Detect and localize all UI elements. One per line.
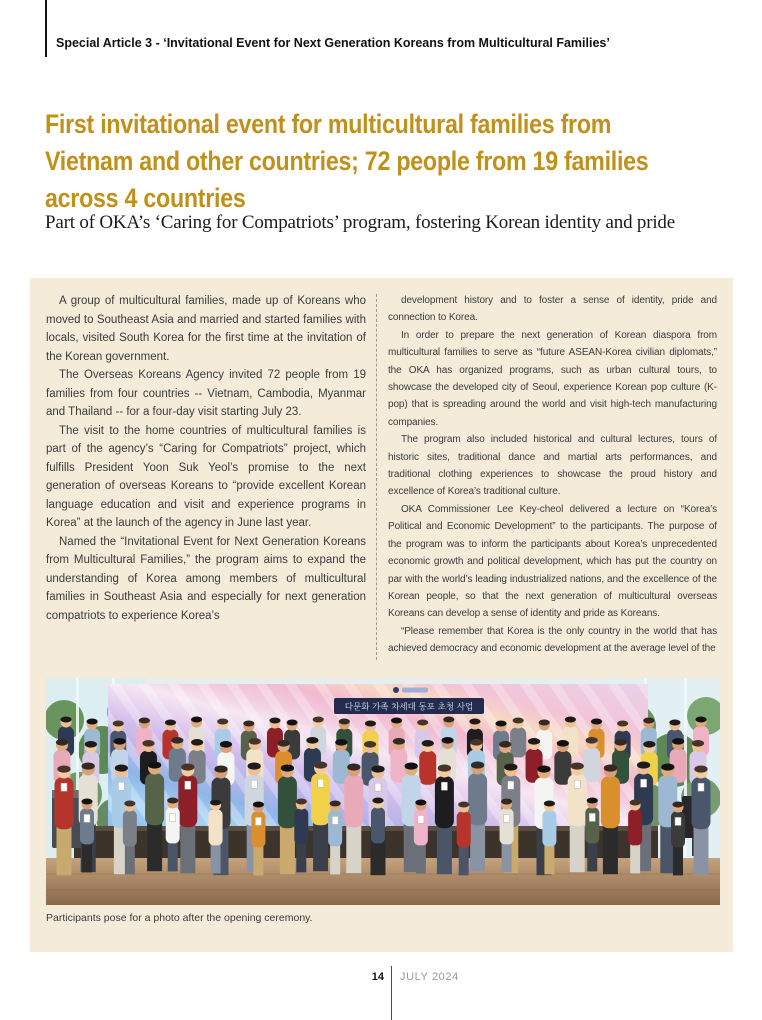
headline-line-2: Vietnam and other countries; 72 people from 19 families (45, 146, 649, 176)
event-banner (334, 698, 484, 714)
paragraph: The program also included historical and cultural lectures, tours of historic sites, traditional dance and martial arts performances, and traditional clothing experiences to showcase the proud history and excellence of Korea’s traditional culture. (388, 434, 717, 498)
issue-date: JULY 2024 (400, 971, 459, 983)
paragraph: OKA Commissioner Lee Key-cheol delivered a lecture on “Korea’s Political and Economic Development” to the participants. The purpose of the program was to inform the participants about Korea’s unprecedented economic growth and political development, which has put the country on par with the world’s leading industrialized nations, and the excellence of the Korean people, so that the next generation of multicultural overseas Koreans can develop a sense of identity and pride as Koreans. (388, 503, 717, 620)
kicker-rule (45, 0, 47, 57)
footer-rule (391, 966, 392, 1020)
paragraph: Named the “Invitational Event for Next Generation Koreans from Multicultural Families,” the program aims to expand the understanding of Korea among members of multicultural families in Southeast Asia and especially for next generation compatriots to experience Korea’s (46, 535, 366, 622)
column-divider (376, 294, 377, 660)
page-title (45, 106, 648, 217)
photo-caption: Participants pose for a photo after the opening ceremony. (46, 912, 313, 924)
paragraph: The visit to the home countries of multicultural families is part of the agency’s “Caring for Compatriots” project, which fulfills President Yoon Suk Yeol’s promise to the next generation of overseas Koreans to “provide excellent Korean language education and visit and experience programs in Korea” at the launch of the agency in June last year. (46, 424, 366, 529)
group-photo-illustration (46, 678, 720, 905)
event-banner-text: 다문화 가족 차세대 동포 초청 사업 (344, 702, 474, 713)
page-number: 14 (371, 971, 384, 983)
group-photo (46, 678, 720, 905)
article-panel (30, 278, 733, 952)
article-column-left (46, 292, 366, 625)
paragraph: development history and to foster a sense of identity, pride and connection to Korea. (388, 295, 717, 324)
paragraph: The Overseas Koreans Agency invited 72 people from 19 families from four countries -- Vietnam, Cambodia, Myanmar and Thailand -- for a four-day visit starting July 23. (46, 369, 366, 418)
headline-line-1: First invitational event for multicultural families from (45, 109, 612, 139)
paragraph: A group of multicultural families, made up of Koreans who moved to Southeast Asia and married and started families with locals, visited South Korea for the first time at the invitation of the Korean government. (46, 295, 366, 363)
article-column-right (388, 292, 717, 658)
article-columns (46, 292, 717, 664)
kicker: Special Article 3 - ‘Invitational Event for Next Generation Koreans from Multicultural Families’ (56, 36, 610, 50)
subtitle: Part of OKA’s ‘Caring for Compatriots’ program, fostering Korean identity and pride (45, 212, 675, 233)
paragraph: “Please remember that Korea is the only country in the world that has achieved democracy and economic development at the average level of the (388, 625, 717, 655)
paragraph: In order to prepare the next generation of Korean diaspora from multicultural families to serve as “future ASEAN-Korea civilian diplomats,” the OKA has organized programs, such as urban cultural tours, to showcase the developed city of Seoul, experience Korean pop culture (K-pop) that is spreading around the world and visit high-tech manufacturing companies. (388, 329, 717, 428)
headline-line-3: across 4 countries (45, 183, 246, 213)
